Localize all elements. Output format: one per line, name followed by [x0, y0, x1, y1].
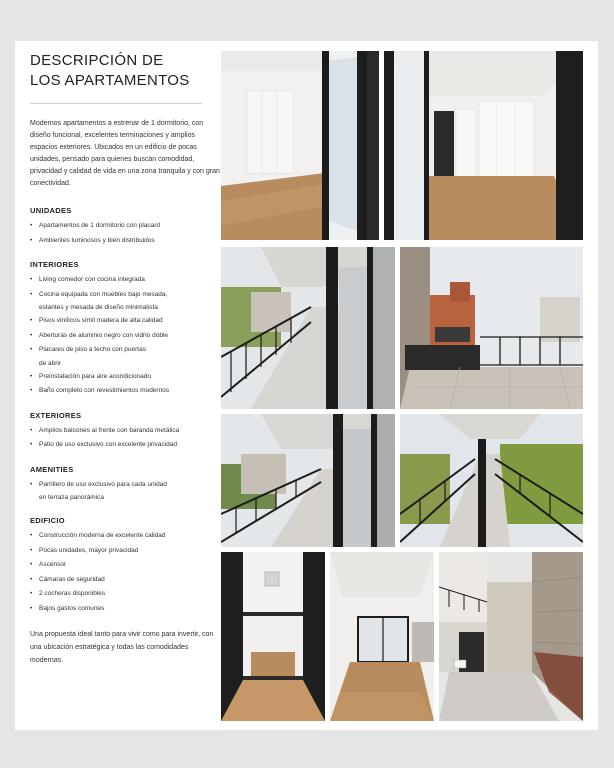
list-item: • Ambientes luminosos y bien distribuidos — [30, 234, 220, 249]
title-line-2: LOS APARTAMENTOS — [30, 72, 190, 89]
list-item: • Ascensor — [30, 558, 220, 573]
balcony-photo-1 — [221, 247, 395, 409]
title-line-1: DESCRIPCIÓN DE — [30, 52, 164, 69]
section-heading-edificio: EDIFICIO — [30, 516, 65, 525]
list-item: • Patio de uso exclusivo con excelente privacidad — [30, 438, 220, 453]
bedroom-window-photo — [384, 51, 583, 240]
list-item: • Preinstalación para aire acondicionado — [30, 370, 220, 385]
list-item: • Apartamentos de 1 dormitorio con placard — [30, 219, 220, 234]
list-item: • 2 cocheras disponibles — [30, 587, 220, 602]
list-edificio — [30, 529, 220, 616]
list-item-line: de abrir — [39, 359, 62, 367]
living-photo — [330, 552, 434, 721]
list-item — [30, 288, 220, 315]
list-amenities — [30, 478, 220, 505]
list-unidades — [30, 219, 220, 248]
section-heading-unidades: UNIDADES — [30, 206, 72, 215]
list-item-line: Cocina equipada con muebles bajo mesada, — [39, 290, 168, 298]
list-item: • Amplios balcones al frente con baranda metálica — [30, 424, 220, 439]
list-item: • Pisos vinílicos símil madera de alta calidad — [30, 314, 220, 329]
list-exteriores — [30, 424, 220, 453]
wardrobe-photo — [221, 552, 325, 721]
intro-paragraph: Modernos apartamentos a estrenar de 1 dormitorio, con diseño funcional, excelentes terminaciones y amplios espacios exteriores. Ubicados en un edificio de pocas unidades, pensado para quienes buscan comodidad, privacidad y calidad de vida en una zona tranquila y con gran conectividad. — [30, 120, 220, 187]
bedroom-placard-photo — [221, 51, 379, 240]
patio-photo — [439, 552, 583, 721]
list-item-line: en terraza panorámica — [39, 494, 105, 501]
description-column — [30, 51, 220, 667]
list-item — [30, 478, 220, 505]
list-item — [30, 343, 220, 370]
page-title — [30, 51, 220, 91]
list-interiores — [30, 273, 220, 399]
list-item-line: Parrillero de uso exclusivo para cada unidad — [39, 480, 167, 488]
list-item: • Living comedor con cocina integrada — [30, 273, 220, 288]
list-item: • Baño completo con revestimientos modernos — [30, 384, 220, 399]
list-item: • Pocas unidades, mayor privacidad — [30, 544, 220, 559]
title-divider — [30, 103, 202, 104]
closing-paragraph: Una propuesta ideal tanto para vivir como para invertir, con una ubicación estratégica y todas las comodidades modernas. — [30, 631, 214, 664]
list-item: • Bajos gastos comunes — [30, 602, 220, 617]
list-item: • Cámaras de seguridad — [30, 573, 220, 588]
balcony-photo-2 — [221, 414, 395, 547]
list-item: • Aberturas de aluminio negro con vidrio doble — [30, 329, 220, 344]
terrace-grill-photo — [400, 247, 583, 409]
brochure-page — [15, 41, 598, 730]
section-heading-interiores: INTERIORES — [30, 260, 79, 269]
section-heading-exteriores: EXTERIORES — [30, 410, 82, 420]
section-heading-amenities: AMENITIES — [30, 464, 74, 474]
list-item-line: estantes y mesada de diseño minimalista — [39, 304, 158, 311]
list-item: • Construcción moderna de excelente calidad — [30, 529, 220, 544]
balcony-photo-3 — [400, 414, 583, 547]
list-item-line: Placares de piso a techo con puertas — [39, 346, 146, 353]
